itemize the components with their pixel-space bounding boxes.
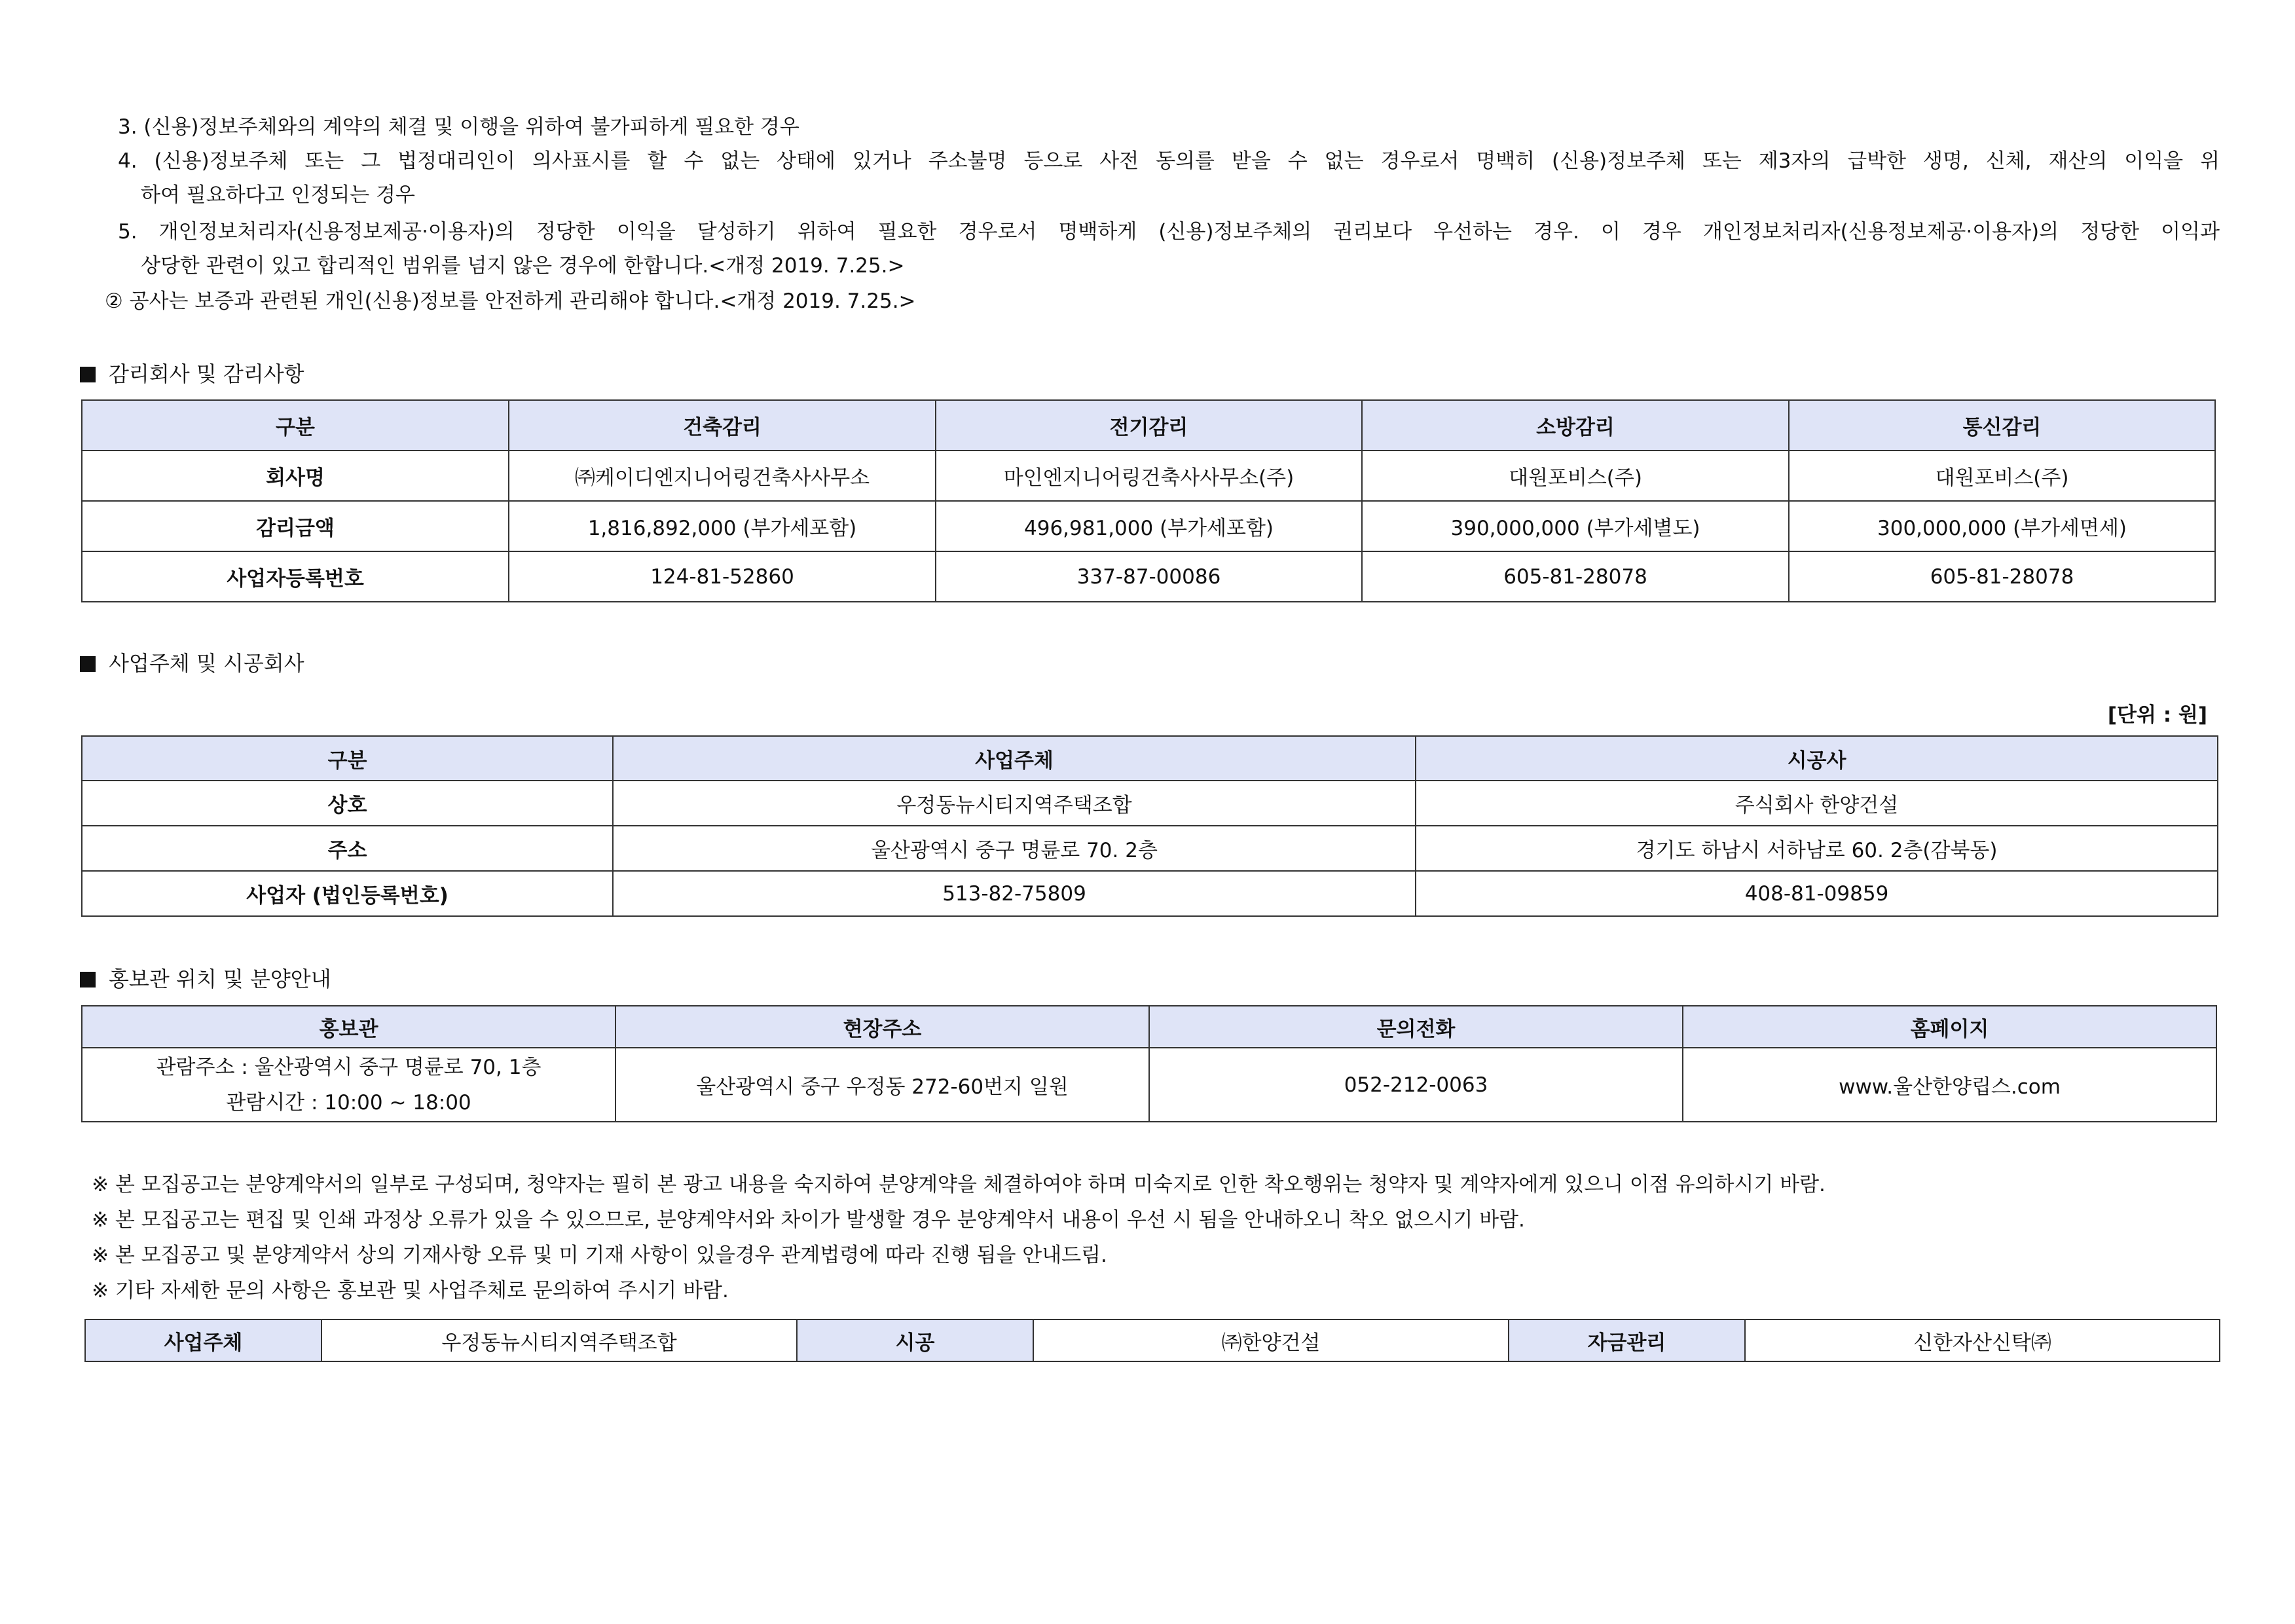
header-cell: 홍보관: [82, 1006, 615, 1048]
table-cell: 337-87-00086: [936, 551, 1362, 602]
table-row: [82, 871, 2218, 916]
table-row: [82, 826, 2218, 871]
clause-2: ② 공사는 보증과 관련된 개인(신용)정보를 안전하게 관리해야 합니다.<개정 2019. 7.25.>: [105, 289, 916, 313]
table-cell: 대원포비스(주): [1362, 451, 1789, 501]
hall-info-cell: [82, 1048, 615, 1122]
table-row: [82, 1048, 2216, 1122]
header-cell: 문의전화: [1149, 1006, 1683, 1048]
table-header-row: [82, 400, 2215, 451]
footer-value-fund-manager: 신한자산신탁㈜: [1745, 1320, 2220, 1361]
unit-label: [단위 : 원]: [2107, 703, 2207, 727]
clause-item-5-line1: 5. 개인정보처리자(신용정보제공·이용자)의 정당한 이익을 달성하기 위하여 필요한 경우로서 명백하게 (신용)정보주체의 권리보다 우선하는 경우. 이 경우 개인정보처리자(신용정보제공·이용자)의 정당한 이익과: [118, 220, 2220, 244]
row-label: 사업자등록번호: [82, 551, 509, 602]
note-3: ※ 본 모집공고 및 분양계약서 상의 기재사항 오류 및 미 기재 사항이 있을경우 관계법령에 따라 진행 됨을 안내드림.: [92, 1244, 1107, 1267]
section-title-supervision: 감리회사 및 감리사항: [80, 358, 304, 388]
square-bullet-icon: [80, 656, 96, 672]
header-cell: 건축감리: [509, 400, 936, 451]
table-cell: 대원포비스(주): [1789, 451, 2215, 501]
table-row: [82, 501, 2215, 551]
footer-label-developer: 사업주체: [85, 1320, 321, 1361]
table-row: [85, 1320, 2220, 1361]
clause-item-4-line2: 하여 필요하다고 인정되는 경우: [141, 183, 415, 207]
header-cell: 소방감리: [1362, 400, 1789, 451]
note-4: ※ 기타 자세한 문의 사항은 홍보관 및 사업주체로 문의하여 주시기 바람.: [92, 1279, 729, 1302]
table-cell: ㈜케이디엔지니어링건축사사무소: [509, 451, 936, 501]
footer-value-developer: 우정동뉴시티지역주택조합: [321, 1320, 797, 1361]
square-bullet-icon: [80, 972, 96, 987]
footer-label-constructor: 시공: [797, 1320, 1033, 1361]
table-cell: 513-82-75809: [613, 871, 1416, 916]
table-row: [82, 781, 2218, 826]
table-cell: 우정동뉴시티지역주택조합: [613, 781, 1416, 826]
hall-hours: 관람시간 : 10:00 ~ 18:00: [226, 1090, 471, 1115]
promo-table: [81, 1005, 2217, 1122]
table-header-row: [82, 1006, 2216, 1048]
homepage-link[interactable]: www.울산한양립스.com: [1683, 1048, 2216, 1122]
table-cell: 1,816,892,000 (부가세포함): [509, 501, 936, 551]
table-cell: 605-81-28078: [1789, 551, 2215, 602]
row-label: 감리금액: [82, 501, 509, 551]
clause-item-3: 3. (신용)정보주체와의 계약의 체결 및 이행을 위하여 불가피하게 필요한 경우: [118, 115, 799, 139]
header-cell: 홈페이지: [1683, 1006, 2216, 1048]
footer-label-fund-manager: 자금관리: [1509, 1320, 1745, 1361]
footer-table: [84, 1319, 2220, 1362]
header-cell: 통신감리: [1789, 400, 2215, 451]
note-2: ※ 본 모집공고는 편집 및 인쇄 과정상 오류가 있을 수 있으므로, 분양계약서와 차이가 발생할 경우 분양계약서 내용이 우선 시 됨을 안내하오니 착오 없으시기 바람.: [92, 1208, 1525, 1232]
clause-item-4-line1: 4. (신용)정보주체 또는 그 법정대리인이 의사표시를 할 수 없는 상태에 있거나 주소불명 등으로 사전 동의를 받을 수 없는 경우로서 명백히 (신용)정보주체 또는 제3자의 급박한 생명, 신체, 재산의 이익을 위: [118, 149, 2220, 173]
footer-value-constructor: ㈜한양건설: [1033, 1320, 1509, 1361]
section-title-business: 사업주체 및 시공회사: [80, 647, 304, 677]
hall-address: 관람주소 : 울산광역시 중구 명륜로 70, 1층: [156, 1055, 542, 1079]
row-label: 회사명: [82, 451, 509, 501]
header-cell: 시공사: [1416, 736, 2218, 781]
supervision-table: [81, 399, 2216, 602]
site-address: 울산광역시 중구 우정동 272-60번지 일원: [615, 1048, 1149, 1122]
clause-item-5-line2: 상당한 관련이 있고 합리적인 범위를 넘지 않은 경우에 한합니다.<개정 2019. 7.25.>: [141, 254, 905, 278]
note-1: ※ 본 모집공고는 분양계약서의 일부로 구성되며, 청약자는 필히 본 광고 내용을 숙지하여 분양계약을 체결하여야 하며 미숙지로 인한 착오행위는 청약자 및 계약자에게 있으니 이점 유의하시기 바람.: [92, 1173, 1826, 1196]
table-cell: 496,981,000 (부가세포함): [936, 501, 1362, 551]
row-label: 상호: [82, 781, 613, 826]
section-title-promo: 홍보관 위치 및 분양안내: [80, 963, 331, 993]
table-cell: 408-81-09859: [1416, 871, 2218, 916]
phone-number: 052-212-0063: [1149, 1048, 1683, 1122]
header-cell: 전기감리: [936, 400, 1362, 451]
table-cell: 주식회사 한양건설: [1416, 781, 2218, 826]
header-cell: 현장주소: [615, 1006, 1149, 1048]
row-label: 주소: [82, 826, 613, 871]
table-row: [82, 451, 2215, 501]
row-label: 사업자 (법인등록번호): [82, 871, 613, 916]
table-header-row: [82, 736, 2218, 781]
business-table: [81, 735, 2218, 917]
square-bullet-icon: [80, 367, 96, 382]
header-cell: 사업주체: [613, 736, 1416, 781]
table-cell: 300,000,000 (부가세면세): [1789, 501, 2215, 551]
table-cell: 605-81-28078: [1362, 551, 1789, 602]
header-cell: 구분: [82, 736, 613, 781]
table-cell: 울산광역시 중구 명륜로 70. 2층: [613, 826, 1416, 871]
header-cell: 구분: [82, 400, 509, 451]
table-cell: 124-81-52860: [509, 551, 936, 602]
table-cell: 경기도 하남시 서하남로 60. 2층(감북동): [1416, 826, 2218, 871]
table-row: [82, 551, 2215, 602]
table-cell: 390,000,000 (부가세별도): [1362, 501, 1789, 551]
table-cell: 마인엔지니어링건축사사무소(주): [936, 451, 1362, 501]
